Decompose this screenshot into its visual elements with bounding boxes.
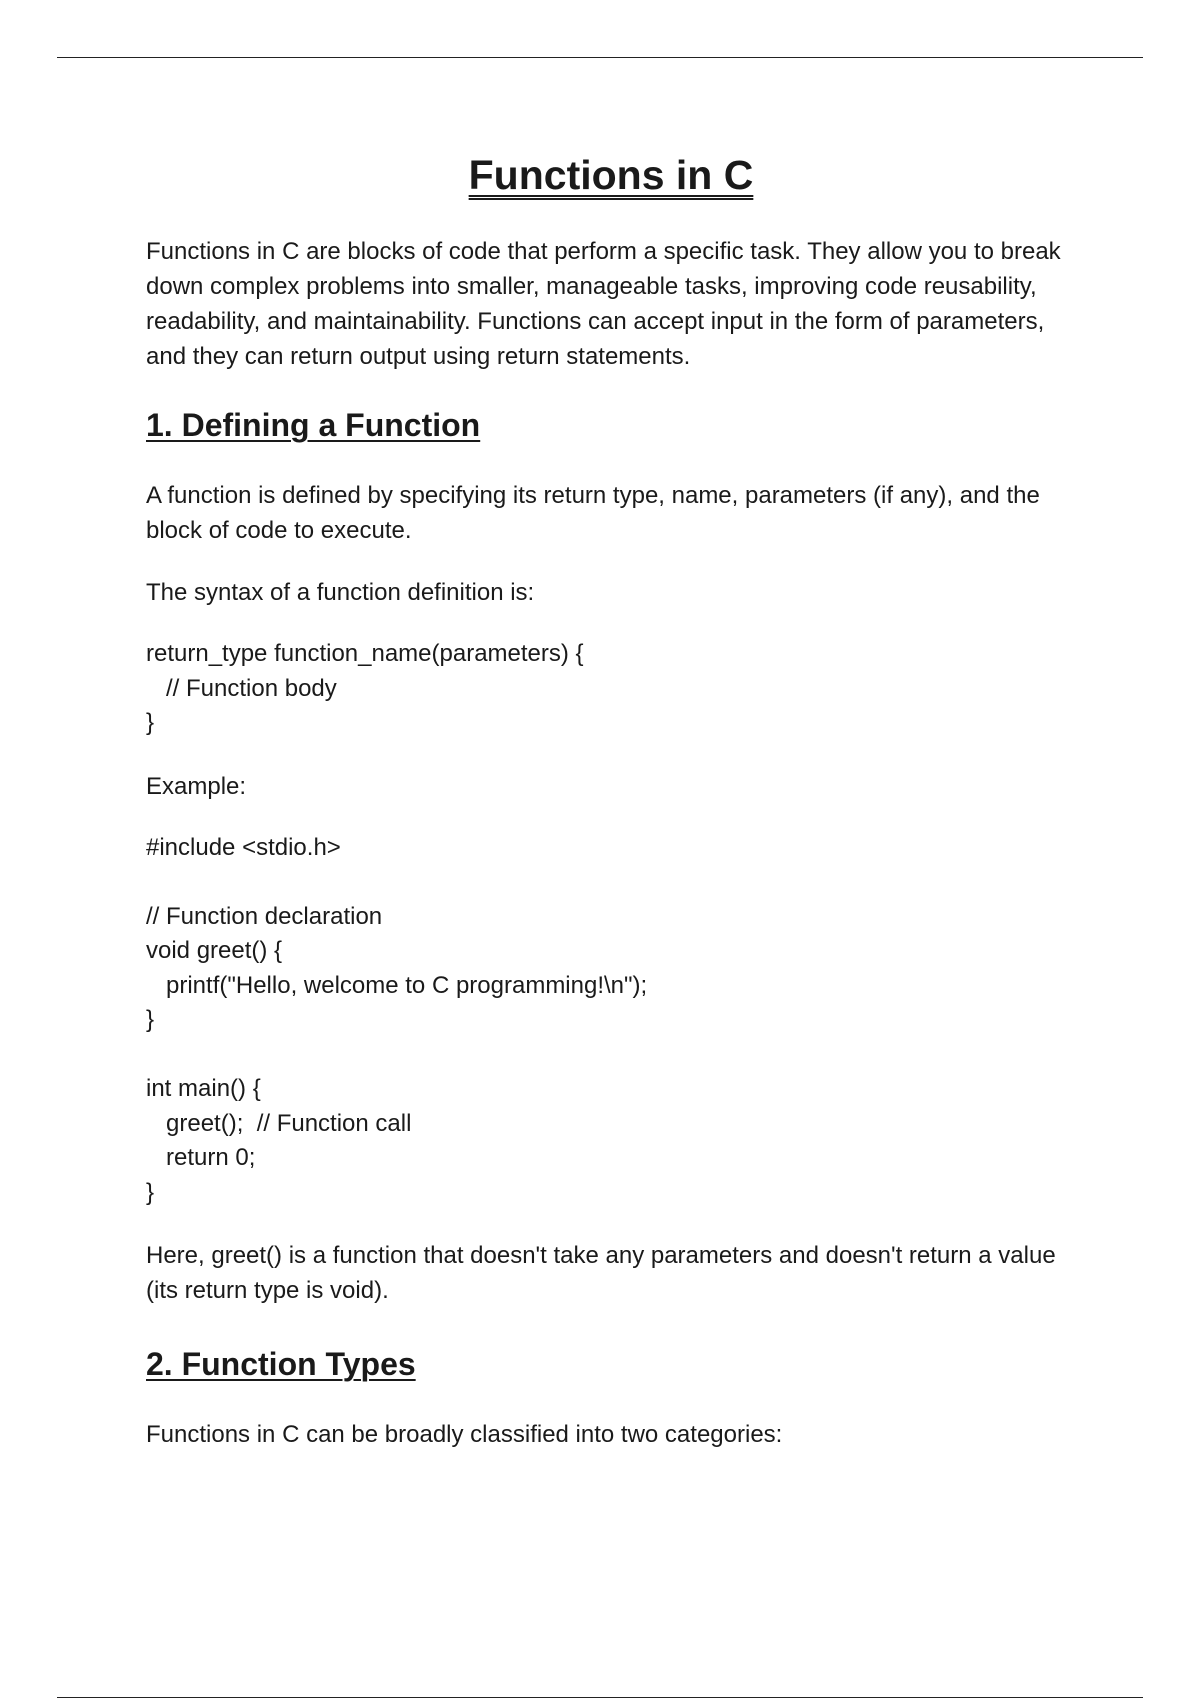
- section-heading-defining-function: 1. Defining a Function: [146, 407, 481, 443]
- header-rule: [57, 57, 1143, 58]
- page-title-text: Functions in C: [468, 152, 754, 198]
- example-code-block: #include <stdio.h> // Function declaration void greet() { printf("Hello, welcome to C programming!\n"); } int main() { greet(); // Function call return 0; }: [146, 833, 648, 1206]
- example-label: Example:: [146, 772, 247, 800]
- syntax-code-block: return_type function_name(parameters) { // Function body }: [146, 640, 584, 736]
- syntax-label: The syntax of a function definition is:: [146, 579, 535, 606]
- definition-paragraph: A function is defined by specifying its return type, name, parameters (if any), and the block of code to execute.: [146, 482, 1040, 544]
- explanation-paragraph: Here, greet() is a function that doesn't take any parameters and doesn't return a value (its return type is void).: [146, 1242, 1056, 1304]
- function-types-paragraph: Functions in C can be broadly classified into two categories:: [146, 1421, 783, 1448]
- section-heading-function-types: 2. Function Types: [146, 1346, 416, 1382]
- intro-paragraph: Functions in C are blocks of code that perform a specific task. They allow you to break down complex problems into smaller, manageable tasks, improving code reusability, readability, and maintainability. Functions can accept input in the form of parameters, and they can return output using return statements.: [146, 238, 1061, 370]
- footer-rule: [57, 1697, 1143, 1698]
- page-title: [146, 148, 1076, 202]
- document-body: [146, 148, 1076, 1452]
